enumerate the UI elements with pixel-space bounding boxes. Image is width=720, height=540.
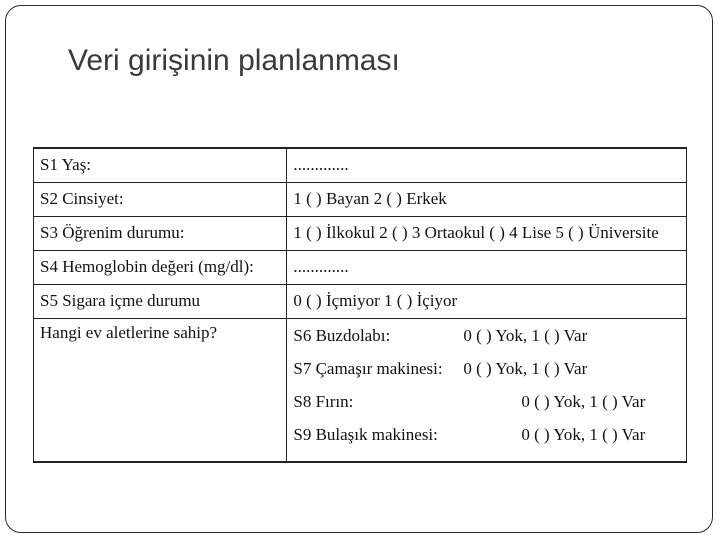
answer-options: 1 ( ) İlkokul 2 ( ) 3 Ortaokul ( ) 4 Lise 5 ( ) Üniversite bbox=[287, 216, 687, 250]
questionnaire-table bbox=[33, 147, 687, 463]
appliance-item-s7 bbox=[293, 356, 680, 389]
appliance-options: 0 ( ) Yok, 1 ( ) Var bbox=[463, 358, 588, 378]
table-row-s2 bbox=[34, 182, 687, 216]
appliance-options: 0 ( ) Yok, 1 ( ) Var bbox=[521, 391, 646, 411]
appliance-label: S9 Bulaşık makinesi: bbox=[293, 424, 438, 444]
answer-options: 1 ( ) Bayan 2 ( ) Erkek bbox=[287, 182, 687, 216]
question-label: S3 Öğrenim durumu: bbox=[34, 216, 287, 250]
table-row-s5 bbox=[34, 284, 687, 318]
appliance-list bbox=[293, 323, 680, 455]
question-label: S5 Sigara içme durumu bbox=[34, 284, 287, 318]
question-label: S1 Yaş: bbox=[34, 148, 287, 182]
table-row-appliances bbox=[34, 318, 687, 462]
answer-field: ............. bbox=[287, 250, 687, 284]
appliance-item-s6 bbox=[293, 323, 680, 356]
appliance-label: S7 Çamaşır makinesi: bbox=[293, 358, 443, 378]
answer-options: 0 ( ) İçmiyor 1 ( ) İçiyor bbox=[287, 284, 687, 318]
question-label: S2 Cinsiyet: bbox=[34, 182, 287, 216]
slide-title: Veri girişinin planlanması bbox=[68, 44, 400, 77]
question-label: S4 Hemoglobin değeri (mg/dl): bbox=[34, 250, 287, 284]
answer-field: ............. bbox=[287, 148, 687, 182]
appliance-label: S8 Fırın: bbox=[293, 391, 354, 411]
table-row-s1 bbox=[34, 148, 687, 182]
appliance-label: S6 Buzdolabı: bbox=[293, 325, 391, 345]
appliance-item-s8 bbox=[293, 389, 680, 422]
appliance-options: 0 ( ) Yok, 1 ( ) Var bbox=[521, 424, 646, 444]
appliance-options: 0 ( ) Yok, 1 ( ) Var bbox=[463, 325, 588, 345]
table-row-s4 bbox=[34, 250, 687, 284]
table-row-s3 bbox=[34, 216, 687, 250]
appliance-cell bbox=[287, 318, 687, 462]
question-label: Hangi ev aletlerine sahip? bbox=[34, 318, 287, 462]
appliance-item-s9 bbox=[293, 422, 680, 455]
